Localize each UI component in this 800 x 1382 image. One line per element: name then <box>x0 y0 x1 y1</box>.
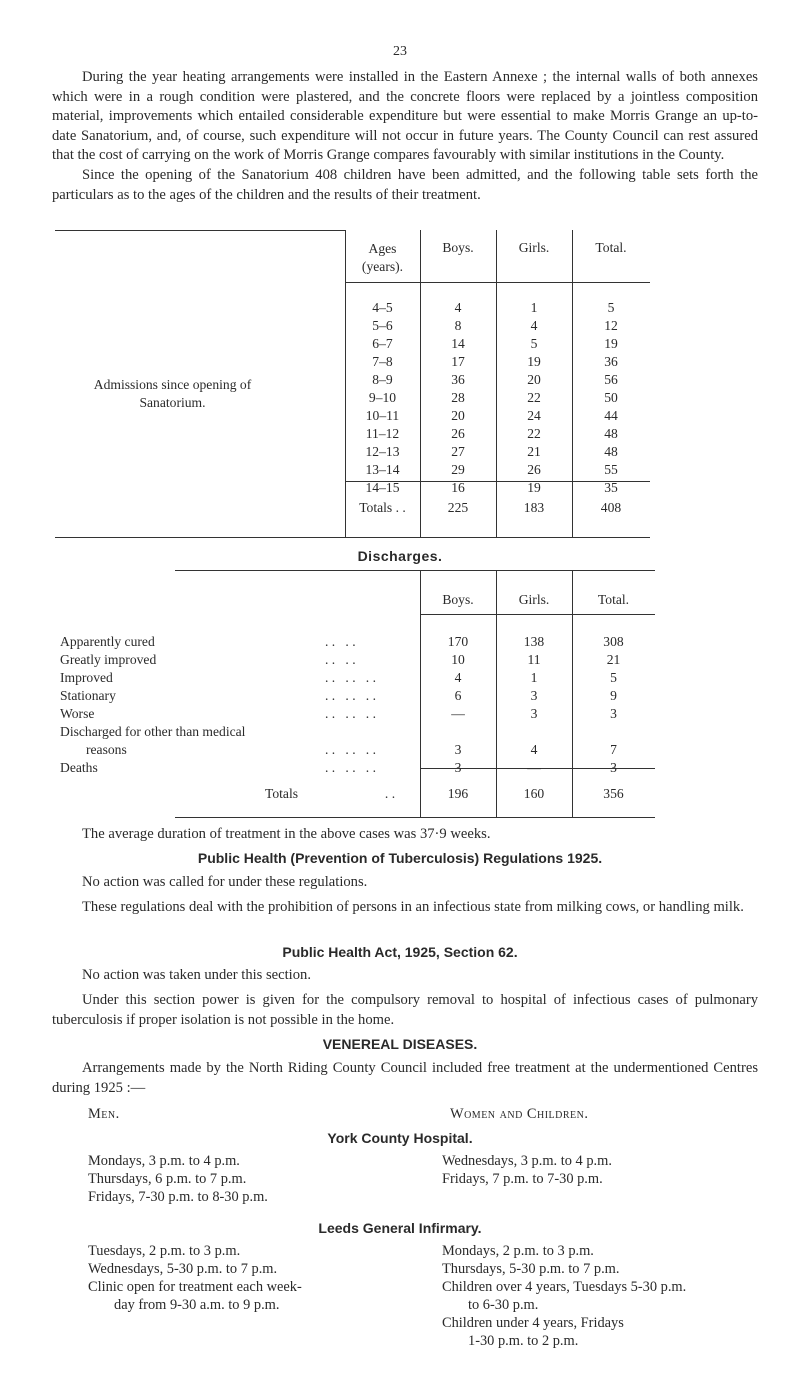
discharge-label: Worse <box>60 706 95 721</box>
boys-cell: 14 <box>451 336 465 351</box>
discharge-label: Stationary <box>60 688 116 703</box>
header-ages <box>345 240 420 276</box>
discharge-label: Apparently cured <box>60 634 155 649</box>
regulations-paragraph-1: No action was called for under these regulations. <box>82 874 368 890</box>
discharge-girls-column <box>496 633 572 777</box>
discharge-girls-cell: 4 <box>530 742 538 757</box>
girls-cell: 19 <box>527 354 541 369</box>
schedule-line: Children under 4 years, Fridays <box>442 1315 624 1331</box>
totals-total: 408 <box>600 500 622 515</box>
total-cell: 55 <box>604 462 618 477</box>
table-rule <box>175 817 655 818</box>
total-cell: 48 <box>604 426 618 441</box>
boys-cell: 27 <box>451 444 465 459</box>
total-cell: 44 <box>604 408 618 423</box>
age-cell: 13–14 <box>365 462 400 477</box>
total-cell: 50 <box>604 390 618 405</box>
discharge-dots: . . . . <box>325 634 356 649</box>
admissions-row-label-line1: Admissions since opening of <box>93 377 252 392</box>
regulations-paragraph-2: These regulations deal with the prohibition of persons in an infectious state from milking cows, or handling milk. <box>82 899 744 915</box>
schedule-line: to 6-30 p.m. <box>468 1297 539 1313</box>
discharge-total-cell <box>572 723 655 741</box>
discharge-total-cell: 308 <box>603 634 624 649</box>
totals-label: Totals . . <box>359 500 406 515</box>
discharges-totals-label <box>265 786 365 802</box>
admissions-row-label <box>0 376 345 412</box>
discharge-boys-column <box>420 633 496 777</box>
header-girls: Girls. <box>518 240 550 255</box>
schedule-line: Clinic open for treatment each week- <box>88 1279 302 1295</box>
discharge-label: reasons <box>86 742 127 757</box>
age-cell: 6–7 <box>372 336 393 351</box>
totals-boys: 225 <box>447 500 469 515</box>
discharge-girls-cell: 3 <box>530 688 538 703</box>
total-cell: 19 <box>604 336 618 351</box>
girls-cell: 22 <box>527 426 541 441</box>
discharge-label: Discharged for other than medical <box>60 724 246 739</box>
table-rule <box>175 570 655 571</box>
discharge-boys-cell <box>420 723 496 741</box>
discharge-dots: . . . . . . <box>325 742 376 757</box>
discharges-header-boys: Boys. <box>442 592 474 607</box>
discharge-girls-cell: 138 <box>523 634 545 649</box>
schedule-line: Fridays, 7 p.m. to 7-30 p.m. <box>442 1171 603 1187</box>
act-heading: Public Health Act, 1925, Section 62. <box>282 944 518 960</box>
total-cell: 48 <box>604 444 618 459</box>
age-cell: 7–8 <box>372 354 393 369</box>
discharge-dots: . . . . . . <box>325 670 376 685</box>
york-hospital-heading: York County Hospital. <box>327 1130 473 1146</box>
discharge-total-column <box>572 633 655 777</box>
boys-cell: 36 <box>451 372 465 387</box>
schedule-line: Fridays, 7-30 p.m. to 8-30 p.m. <box>88 1189 268 1205</box>
regulations-heading: Public Health (Prevention of Tuberculosis) Regulations 1925. <box>197 850 603 866</box>
ages-column <box>345 299 420 497</box>
age-cell: 8–9 <box>372 372 393 387</box>
discharge-total-cell: 3 <box>610 760 617 775</box>
discharge-total-cell: 7 <box>610 742 617 757</box>
boys-column <box>420 299 496 497</box>
schedule-line: Wednesdays, 3 p.m. to 4 p.m. <box>442 1153 612 1169</box>
girls-cell: 24 <box>527 408 541 423</box>
totals-girls: 183 <box>523 500 545 515</box>
girls-column <box>496 299 572 497</box>
discharge-boys-cell: 6 <box>454 688 462 703</box>
discharges-header-girls: Girls. <box>518 592 550 607</box>
schedule-line: Mondays, 2 p.m. to 3 p.m. <box>442 1243 594 1259</box>
schedule-line: day from 9-30 a.m. to 9 p.m. <box>114 1297 280 1313</box>
leeds-women-schedule <box>442 1242 686 1350</box>
age-cell: 5–6 <box>372 318 393 333</box>
admissions-intro-paragraph: Since the opening of the Sanatorium 408 children have been admitted, and the following table sets forth the particulars as to the ages of the children and the results of their treatment. <box>52 167 758 203</box>
age-cell: 11–12 <box>365 426 400 441</box>
boys-cell: 4 <box>454 300 462 315</box>
discharge-total-cell: 5 <box>610 670 617 685</box>
girls-cell: 20 <box>527 372 541 387</box>
discharge-boys-cell: 3 <box>454 760 462 775</box>
discharge-boys-cell: 170 <box>447 634 469 649</box>
schedule-line: Mondays, 3 p.m. to 4 p.m. <box>88 1153 240 1169</box>
discharge-total-cell: 9 <box>610 688 617 703</box>
discharge-boys-cell: 4 <box>454 670 462 685</box>
total-cell: 35 <box>604 480 618 495</box>
schedule-line: Children over 4 years, Tuesdays 5-30 p.m. <box>442 1279 687 1295</box>
girls-cell: 26 <box>527 462 541 477</box>
venereal-diseases-paragraph: Arrangements made by the North Riding County Council included free treatment at the undermentioned Centres during 1925 :— <box>52 1060 758 1096</box>
boys-cell: 17 <box>451 354 465 369</box>
header-ages-line2: (years). <box>361 259 404 274</box>
age-cell: 4–5 <box>372 300 393 315</box>
discharge-girls-cell: — <box>527 760 541 775</box>
girls-cell: 19 <box>527 480 541 495</box>
discharge-girls-cell: 3 <box>530 706 538 721</box>
discharge-total-cell: 21 <box>606 652 621 667</box>
boys-cell: 16 <box>451 480 465 495</box>
discharge-girls-cell: 11 <box>527 652 541 667</box>
leeds-men-schedule <box>88 1242 302 1314</box>
table-rule <box>420 614 655 615</box>
discharge-total-cell: 3 <box>610 706 617 721</box>
girls-cell: 4 <box>530 318 538 333</box>
total-cell: 36 <box>604 354 618 369</box>
age-cell: 9–10 <box>368 390 397 405</box>
schedule-line: 1-30 p.m. to 2 p.m. <box>468 1333 579 1349</box>
age-cell: 10–11 <box>365 408 400 423</box>
admissions-row-label-line2: Sanatorium. <box>139 395 206 410</box>
boys-cell: 28 <box>451 390 465 405</box>
act-paragraph-1: No action was taken under this section. <box>82 967 311 983</box>
schedule-line: Thursdays, 5-30 p.m. to 7 p.m. <box>442 1261 620 1277</box>
boys-cell: 26 <box>451 426 465 441</box>
discharge-dots: . . . . <box>325 652 356 667</box>
total-cell: 5 <box>607 300 615 315</box>
discharge-label: Improved <box>60 670 113 685</box>
age-cell: 12–13 <box>365 444 400 459</box>
discharge-boys-cell: 3 <box>454 742 462 757</box>
discharge-girls-cell: 1 <box>530 670 538 685</box>
discharge-label: Greatly improved <box>60 652 157 667</box>
leeds-infirmary-heading: Leeds General Infirmary. <box>318 1220 482 1236</box>
girls-cell: 5 <box>530 336 538 351</box>
schedule-line: Tuesdays, 2 p.m. to 3 p.m. <box>88 1243 241 1259</box>
header-total: Total. <box>595 240 627 255</box>
discharge-boys-cell: — <box>451 706 465 721</box>
header-ages-line1: Ages <box>368 241 397 256</box>
discharge-dots: . . . . . . <box>325 706 376 721</box>
women-children-label: Women and Children. <box>450 1106 589 1122</box>
discharge-dots: . . . . . . <box>325 760 376 775</box>
discharge-dots-column <box>325 633 420 777</box>
boys-cell: 8 <box>454 318 462 333</box>
discharges-totals-total: 356 <box>603 786 624 801</box>
total-column <box>572 299 650 497</box>
discharges-totals-girls: 160 <box>523 786 545 801</box>
discharges-title: Discharges. <box>357 548 443 564</box>
table-rule <box>55 537 650 538</box>
discharges-totals-text: Totals <box>265 786 299 801</box>
discharges-totals-boys: 196 <box>447 786 469 801</box>
total-cell: 12 <box>604 318 618 333</box>
discharges-totals-dots: . . <box>384 786 396 801</box>
total-cell: 56 <box>604 372 618 387</box>
york-men-schedule <box>88 1152 268 1206</box>
page-number: 23 <box>393 44 407 59</box>
men-label: Men. <box>88 1106 120 1122</box>
girls-cell: 22 <box>527 390 541 405</box>
table-rule <box>55 230 345 231</box>
discharge-dots: . . . . . . <box>325 688 376 703</box>
discharge-dots <box>325 723 420 741</box>
schedule-line: Wednesdays, 5-30 p.m. to 7 p.m. <box>88 1261 278 1277</box>
discharge-boys-cell: 10 <box>451 652 465 667</box>
age-cell: 14–15 <box>365 480 400 495</box>
boys-cell: 29 <box>451 462 465 477</box>
discharges-header-total: Total. <box>597 592 630 607</box>
girls-cell: 21 <box>527 444 541 459</box>
act-paragraph-2: Under this section power is given for the compulsory removal to hospital of infectious cases of pulmonary tuberculosis if proper isolation is not possible in the home. <box>52 992 758 1028</box>
average-duration: The average duration of treatment in the above cases was 37·9 weeks. <box>82 826 491 842</box>
schedule-line: Thursdays, 6 p.m. to 7 p.m. <box>88 1171 247 1187</box>
york-women-schedule <box>442 1152 612 1188</box>
discharge-label: Deaths <box>60 760 98 775</box>
table-rule <box>345 282 650 283</box>
girls-cell: 1 <box>530 300 538 315</box>
discharge-girls-cell <box>496 723 572 741</box>
venereal-diseases-heading: VENEREAL DISEASES. <box>322 1036 478 1052</box>
boys-cell: 20 <box>451 408 465 423</box>
intro-paragraph: During the year heating arrangements were installed in the Eastern Annexe ; the internal walls of both annexes which were in a rough condition were plastered, and the concrete floors were replaced by a jointless composition material, improvements which entailed considerable expenditure but were essential to make Morris Grange an up-to-date Sanatorium, and, of course, such expenditure will not occur in future years. The County Council can rest assured that the cost of carrying on the work of Morris Grange compares favourably with similar institutions in the County. <box>52 69 758 163</box>
header-boys: Boys. <box>442 240 474 255</box>
